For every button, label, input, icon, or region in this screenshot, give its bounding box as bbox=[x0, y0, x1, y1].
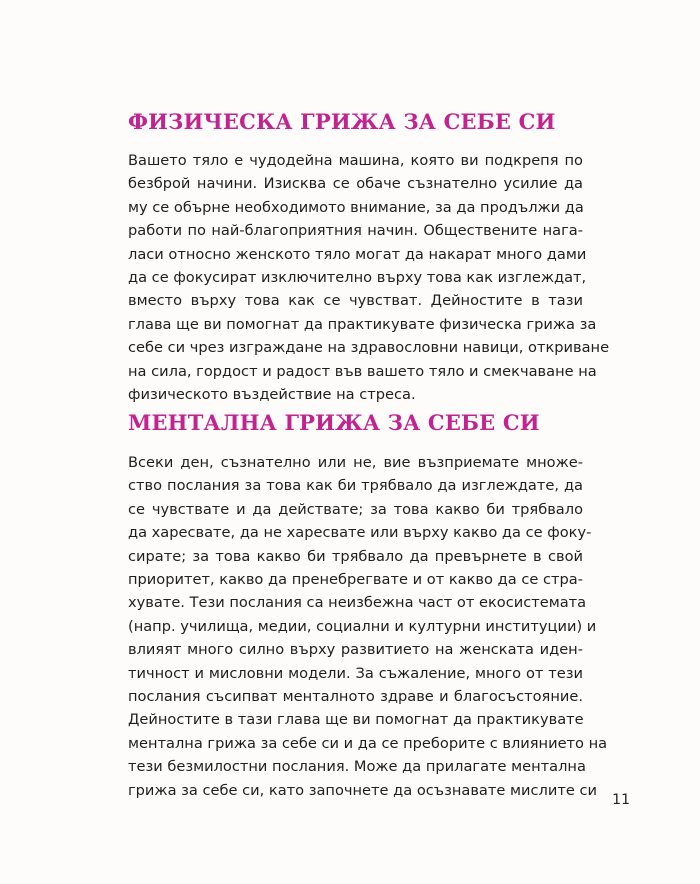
text-line: ментална грижа за себе си и да се преборите с влиянието на bbox=[128, 734, 608, 752]
text-line: вместо върху това как се чувстват. Дейностите в тази bbox=[128, 292, 583, 310]
page-number: 11 bbox=[612, 792, 630, 808]
text-line: тези безмилостни послания. Може да прилагате ментална bbox=[128, 758, 586, 776]
text-line: ство послания за това как би трябвало да изглеждате, да bbox=[128, 477, 583, 495]
text-line: му се обърне необходимото внимание, за да продължи да bbox=[128, 198, 584, 216]
paragraph-mental-self-care bbox=[128, 451, 608, 802]
text-line: безброй начини. Изисква се обаче съзнателно усилие да bbox=[128, 175, 583, 193]
section-heading-mental-self-care: МЕНТАЛНА ГРИЖА ЗА СЕБЕ СИ bbox=[128, 410, 540, 435]
text-line: себе си чрез изграждане на здравословни навици, откриване bbox=[128, 339, 610, 357]
text-line: (напр. училища, медии, социални и културни институции) и bbox=[128, 617, 597, 635]
text-line: хувате. Тези послания са неизбежна част от екосистемата bbox=[128, 594, 587, 612]
text-line: глава ще ви помогнат да практикувате физическа грижа за bbox=[128, 315, 597, 333]
text-line: да харесвате, да не харесвате или върху какво да се фоку- bbox=[128, 524, 592, 542]
section-heading-physical-self-care: ФИЗИЧЕСКА ГРИЖА ЗА СЕБЕ СИ bbox=[128, 109, 556, 134]
text-line: грижа за себе си, като започнете да осъзнавате мислите си bbox=[128, 781, 597, 799]
text-line: Вашето тяло е чудодейна машина, която ви подкрепя по bbox=[128, 152, 583, 169]
text-line: работи по най-благоприятния начин. Обществените нага- bbox=[128, 222, 583, 240]
text-line: сирате; за това какво би трябвало да превърнете в свой bbox=[128, 547, 583, 565]
text-line: да се фокусират изключително върху това как изглеждат, bbox=[128, 269, 587, 287]
text-line: тичност и мисловни модели. За съжаление, много от тези bbox=[128, 664, 583, 682]
text-line: физическото въздействие на стреса. bbox=[128, 386, 416, 404]
paragraph-physical-self-care bbox=[128, 149, 610, 406]
text-line: послания съсипват менталното здраве и благосъстояние. bbox=[128, 688, 583, 706]
text-line: приоритет, какво да пренебрегвате и от какво да се стра- bbox=[128, 571, 583, 589]
text-line: Дейностите в тази глава ще ви помогнат да практикувате bbox=[128, 711, 584, 729]
text-line: на сила, гордост и радост във вашето тяло и смекчаване на bbox=[128, 362, 597, 380]
text-line: Всеки ден, съзнателно или не, вие възприемате множе- bbox=[128, 454, 583, 471]
text-line: ласи относно женското тяло могат да накарат много дами bbox=[128, 245, 587, 263]
text-line: влияят много силно върху развитието на женската иден- bbox=[128, 641, 583, 659]
text-line: се чувствате и да действате; за това какво би трябвало bbox=[128, 500, 583, 518]
